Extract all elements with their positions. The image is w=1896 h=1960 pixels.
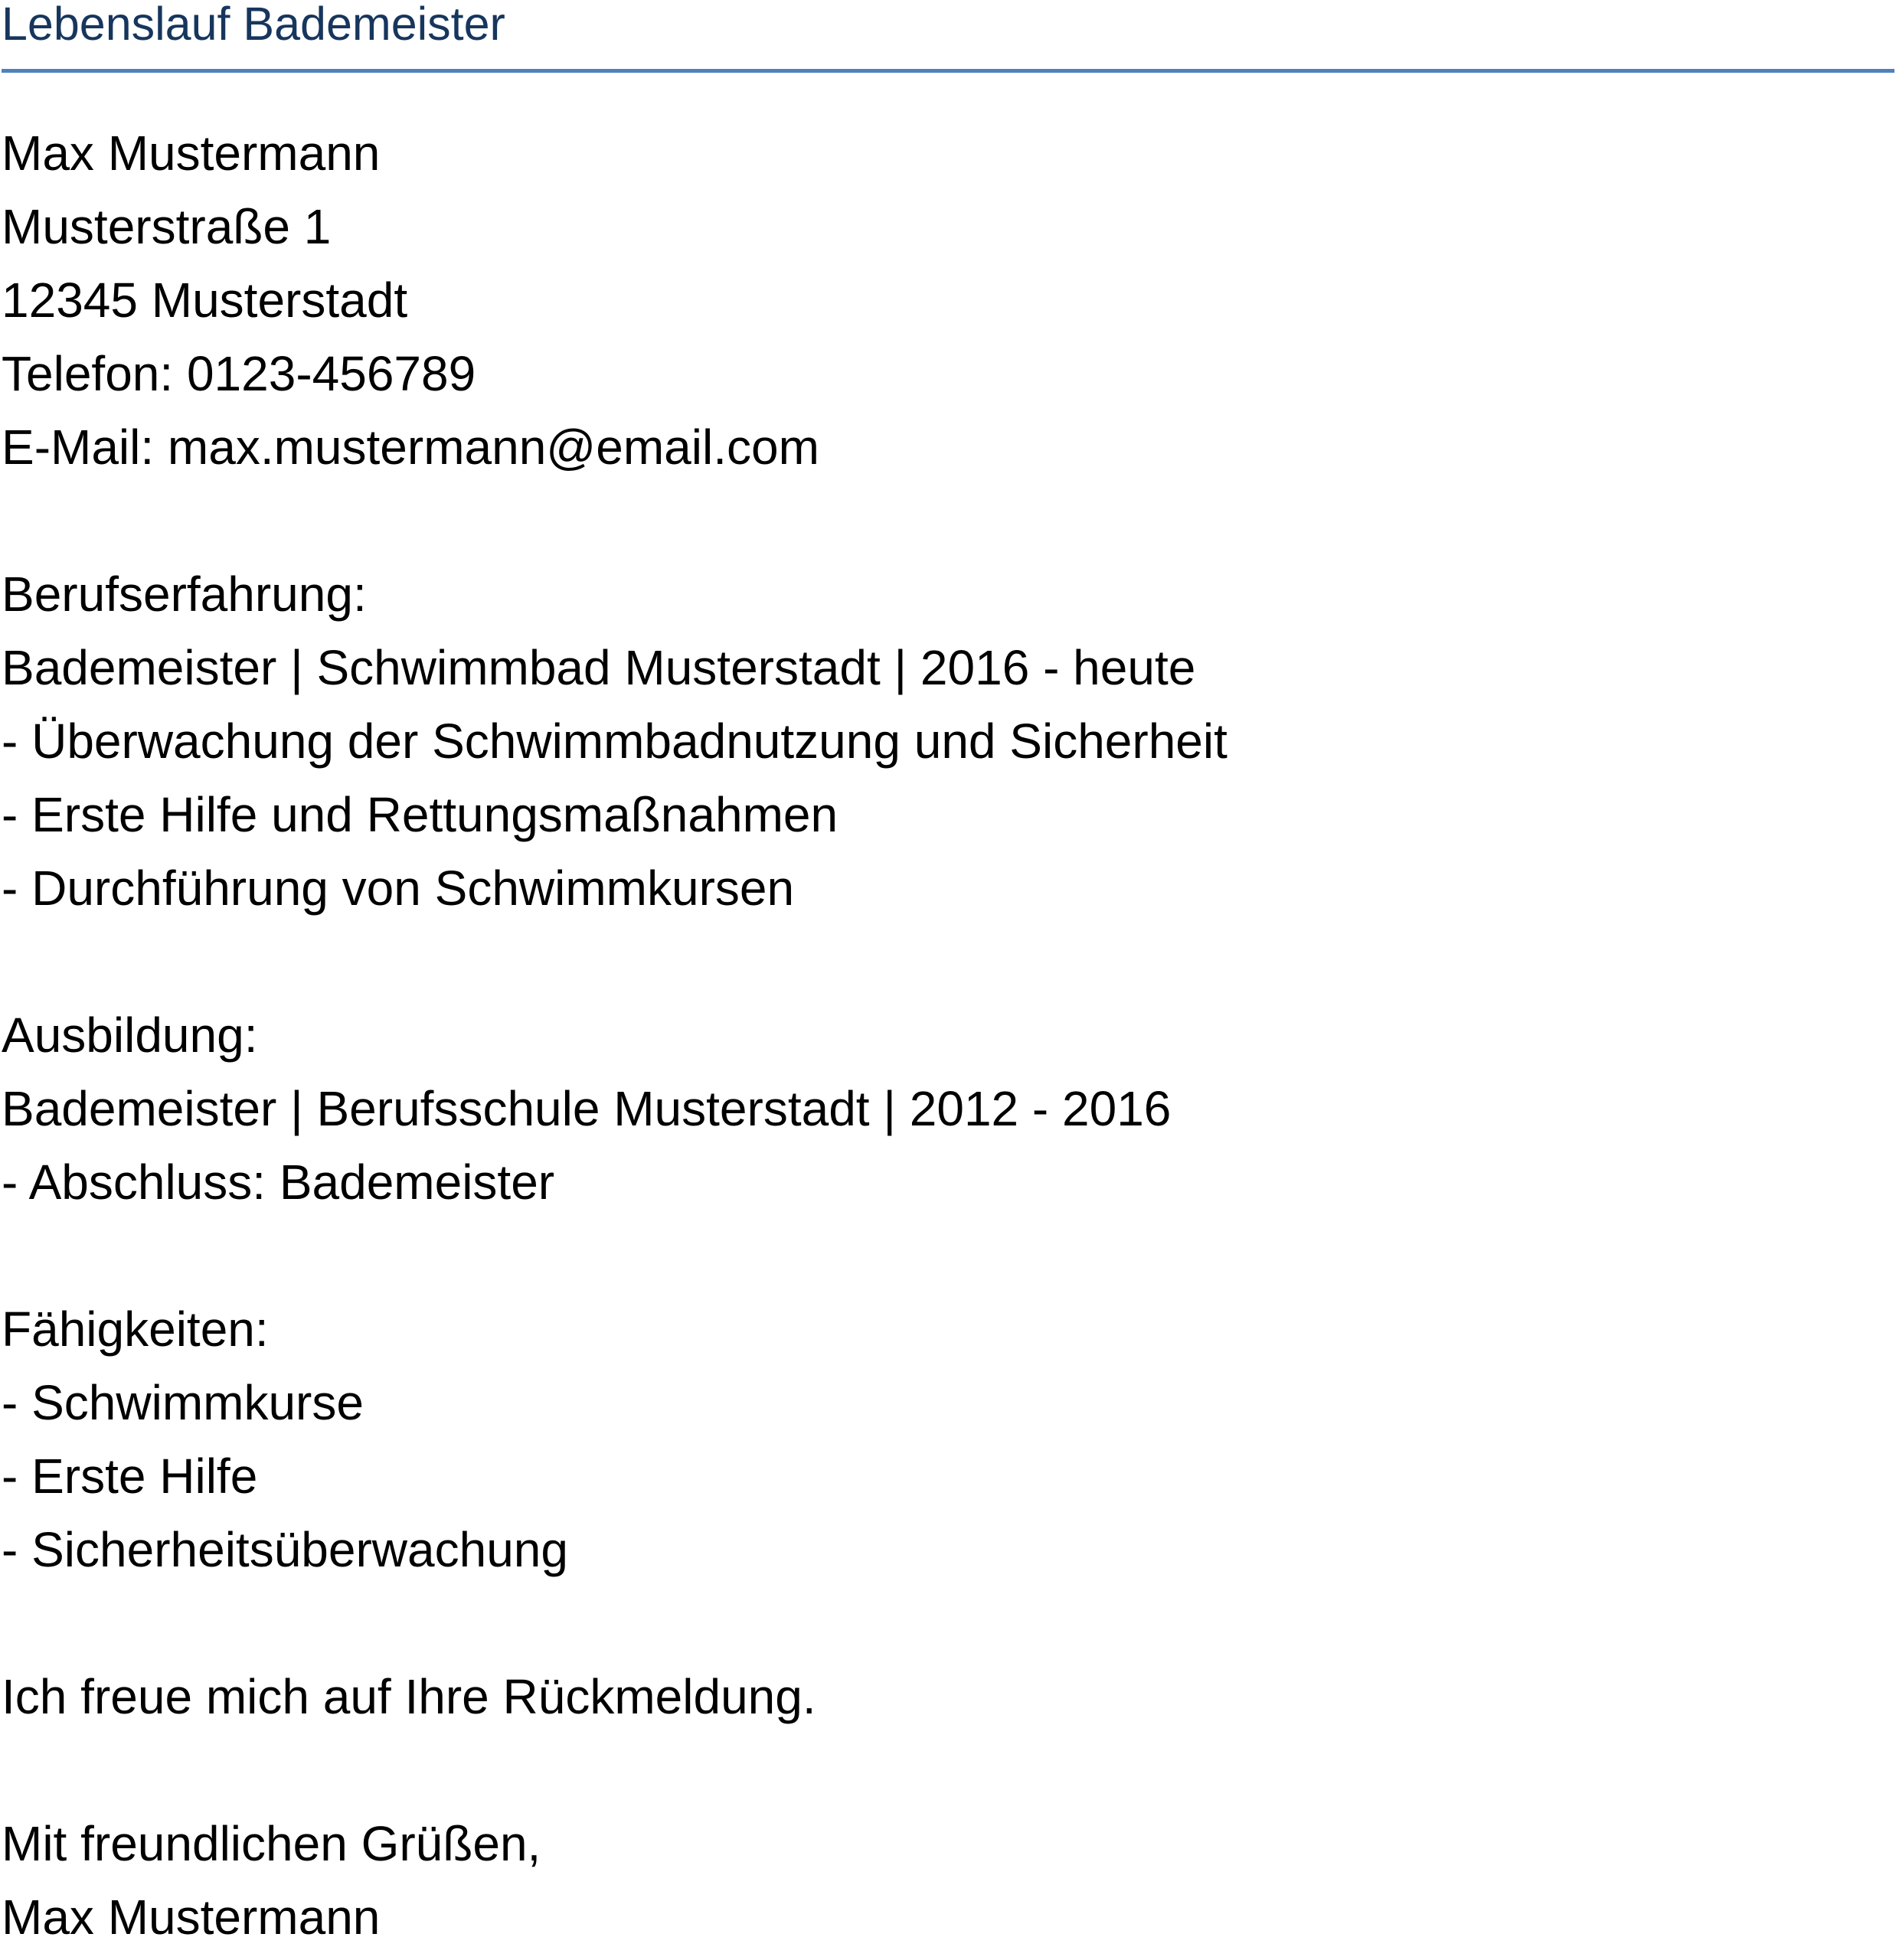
- closing-section: [2, 1660, 1896, 1954]
- spacer: [2, 925, 1896, 998]
- experience-heading: Berufserfahrung:: [2, 567, 367, 622]
- experience-bullet: - Durchführung von Schwimmkursen: [2, 861, 795, 916]
- contact-block: [2, 116, 1896, 484]
- contact-city: 12345 Musterstadt: [2, 273, 408, 328]
- skills-bullet: - Schwimmkurse: [2, 1375, 364, 1430]
- skills-heading: Fähigkeiten:: [2, 1302, 269, 1357]
- contact-street: Musterstraße 1: [2, 199, 332, 254]
- closing-signature: Max Mustermann: [2, 1890, 381, 1945]
- experience-bullet: - Überwachung der Schwimmbadnutzung und Sicherheit: [2, 714, 1227, 769]
- closing-sentence: Ich freue mich auf Ihre Rückmeldung.: [2, 1669, 816, 1724]
- contact-name: Max Mustermann: [2, 126, 381, 181]
- experience-position: Bademeister | Schwimmbad Musterstadt | 2016 - heute: [2, 640, 1196, 695]
- spacer: [2, 1219, 1896, 1292]
- contact-phone: Telefon: 0123-456789: [2, 346, 476, 401]
- spacer: [2, 1586, 1896, 1660]
- experience-section: [2, 557, 1896, 925]
- education-heading: Ausbildung:: [2, 1008, 258, 1063]
- spacer: [2, 484, 1896, 557]
- education-bullet: - Abschluss: Bademeister: [2, 1155, 555, 1210]
- skills-bullet: - Erste Hilfe: [2, 1449, 258, 1504]
- education-entry: Bademeister | Berufsschule Musterstadt | 2012 - 2016: [2, 1081, 1172, 1136]
- experience-bullet: - Erste Hilfe und Rettungsmaßnahmen: [2, 787, 838, 842]
- title-underline: [2, 69, 1894, 73]
- skills-bullet: - Sicherheitsüberwachung: [2, 1522, 568, 1577]
- closing-greeting: Mit freundlichen Grüßen,: [2, 1816, 541, 1871]
- document-body: [2, 116, 1896, 1954]
- document-title: Lebenslauf Bademeister: [2, 0, 505, 50]
- contact-email: E-Mail: max.mustermann@email.com: [2, 420, 819, 475]
- document: [2, 0, 1896, 1954]
- spacer: [2, 1733, 1896, 1807]
- skills-section: [2, 1292, 1896, 1586]
- education-section: [2, 998, 1896, 1219]
